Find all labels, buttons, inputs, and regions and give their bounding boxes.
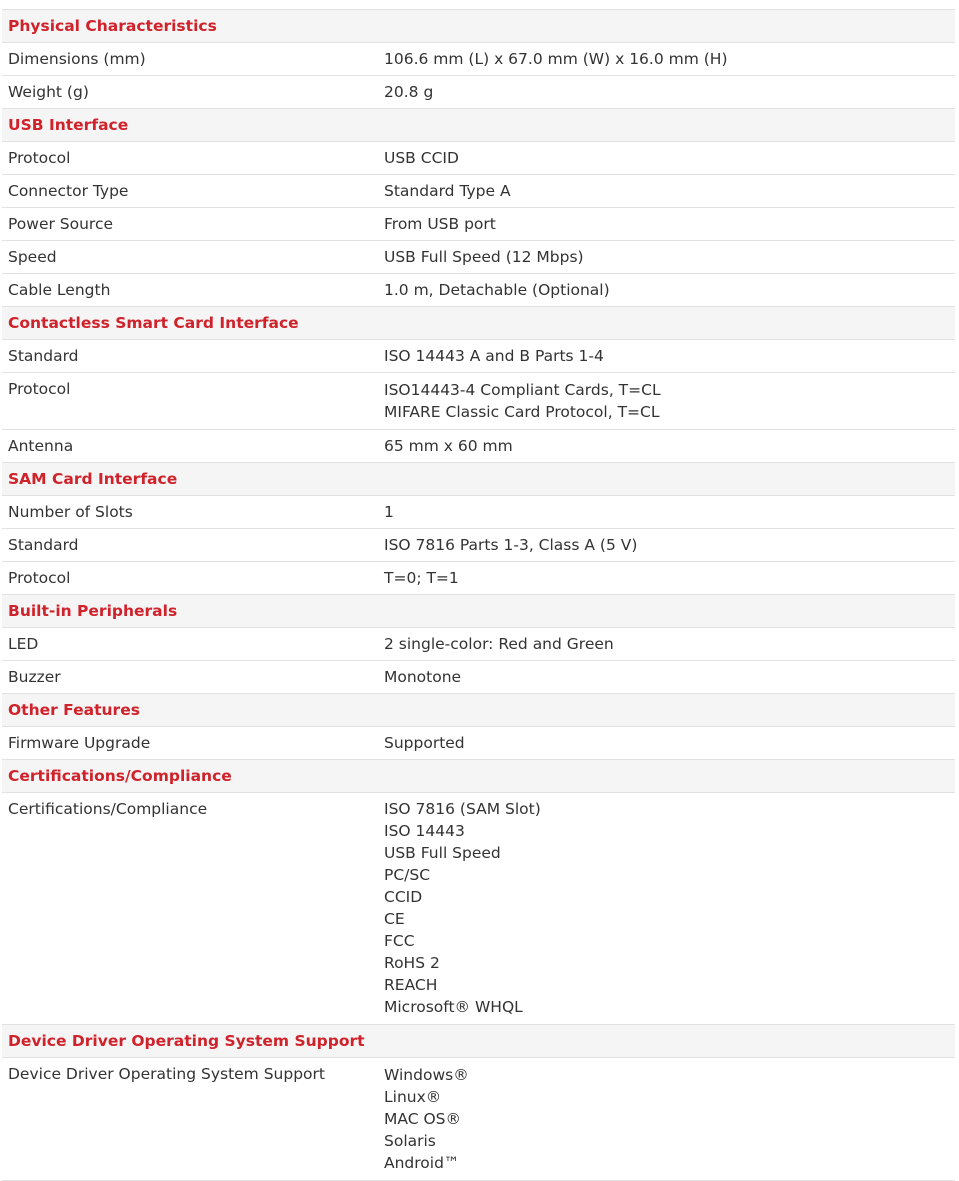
spec-table <box>2 9 955 1181</box>
spec-value <box>384 149 955 168</box>
section-title: Built-in Peripherals <box>8 601 178 620</box>
spec-value-line: RoHS 2 <box>384 954 440 972</box>
spec-label: Protocol <box>8 149 71 167</box>
spec-value-line: ISO 7816 (SAM Slot) <box>384 800 541 818</box>
spec-value-line: Standard Type A <box>384 182 511 200</box>
spec-value <box>384 347 955 366</box>
spec-value-line: Supported <box>384 733 465 752</box>
spec-row <box>2 1058 955 1181</box>
spec-value <box>384 734 955 753</box>
spec-label: Buzzer <box>8 667 61 686</box>
spec-value-line: ISO14443-4 Compliant Cards, T=CL <box>384 380 661 399</box>
spec-value <box>384 798 955 1018</box>
spec-row <box>2 793 955 1026</box>
spec-value-line: ISO 14443 A and B Parts 1-4 <box>384 347 604 365</box>
spec-value-line: CE <box>384 910 405 928</box>
spec-value-line: MIFARE Classic Card Protocol, T=CL <box>384 402 660 421</box>
section-title: Contactless Smart Card Interface <box>8 314 299 332</box>
spec-row <box>2 43 955 76</box>
spec-value-line: 20.8 g <box>384 83 434 101</box>
spec-value-line: T=0; T=1 <box>384 568 459 587</box>
spec-label: Protocol <box>8 380 71 398</box>
section-title: USB Interface <box>8 116 129 134</box>
section-header <box>2 1025 955 1058</box>
spec-value-line: Windows® <box>384 1065 469 1084</box>
spec-value <box>384 437 955 456</box>
spec-row <box>2 529 955 562</box>
spec-value-line: Monotone <box>384 667 462 686</box>
spec-value-line: Android™ <box>384 1153 460 1172</box>
spec-value-line: Microsoft® WHQL <box>384 998 523 1016</box>
section-title: Physical Characteristics <box>8 17 217 35</box>
spec-label: Standard <box>8 347 79 365</box>
spec-label: Cable Length <box>8 281 111 299</box>
spec-row <box>2 208 955 241</box>
section-header <box>2 10 955 43</box>
spec-row <box>2 274 955 307</box>
spec-value-line: PC/SC <box>384 866 431 884</box>
spec-label: Connector Type <box>8 182 129 200</box>
spec-value-line: REACH <box>384 976 438 994</box>
spec-value <box>384 668 955 687</box>
spec-value <box>384 182 955 201</box>
spec-row <box>2 727 955 760</box>
spec-value-line: Linux® <box>384 1087 442 1106</box>
spec-label: Dimensions (mm) <box>8 50 146 68</box>
spec-value-line: CCID <box>384 888 423 906</box>
section-title: SAM Card Interface <box>8 469 178 488</box>
section-header <box>2 109 955 142</box>
spec-label: Weight (g) <box>8 83 89 101</box>
section-header <box>2 595 955 628</box>
spec-value-line: MAC OS® <box>384 1109 461 1128</box>
spec-row <box>2 430 955 463</box>
spec-label: Speed <box>8 248 57 266</box>
section-header <box>2 463 955 496</box>
spec-value <box>384 50 955 69</box>
spec-row <box>2 496 955 529</box>
spec-row <box>2 175 955 208</box>
spec-label: Protocol <box>8 568 71 587</box>
spec-value-line: Solaris <box>384 1131 436 1150</box>
spec-row <box>2 562 955 595</box>
spec-value-line: USB CCID <box>384 149 459 167</box>
spec-value-line: 2 single-color: Red and Green <box>384 634 614 653</box>
spec-label: Antenna <box>8 436 74 455</box>
spec-value-line: 106.6 mm (L) x 67.0 mm (W) x 16.0 mm (H) <box>384 50 728 68</box>
section-title: Other Features <box>8 700 140 719</box>
spec-value <box>384 1064 955 1174</box>
spec-row <box>2 628 955 661</box>
spec-value <box>384 83 955 102</box>
spec-label: Device Driver Operating System Support <box>8 1065 325 1083</box>
spec-label: Standard <box>8 535 79 554</box>
section-header <box>2 694 955 727</box>
spec-label: Power Source <box>8 215 114 233</box>
spec-value-line: 1.0 m, Detachable (Optional) <box>384 281 610 299</box>
section-header <box>2 307 955 340</box>
spec-value <box>384 281 955 300</box>
spec-row <box>2 373 955 430</box>
spec-value-line: ISO 7816 Parts 1-3, Class A (5 V) <box>384 535 638 554</box>
spec-value <box>384 503 955 522</box>
spec-label: Firmware Upgrade <box>8 733 151 752</box>
section-title: Certifications/Compliance <box>8 766 232 785</box>
spec-row <box>2 340 955 373</box>
spec-value-line: 1 <box>384 502 394 521</box>
spec-value-line: 65 mm x 60 mm <box>384 436 513 455</box>
spec-label: Number of Slots <box>8 502 133 521</box>
spec-row <box>2 241 955 274</box>
spec-value-line: ISO 14443 <box>384 822 465 840</box>
spec-value-line: FCC <box>384 932 415 950</box>
spec-label: Certifications/Compliance <box>8 799 208 818</box>
spec-row <box>2 661 955 694</box>
spec-value <box>384 536 955 555</box>
spec-value-line: USB Full Speed <box>384 844 501 862</box>
spec-value-line: USB Full Speed (12 Mbps) <box>384 248 584 266</box>
spec-value-line: From USB port <box>384 215 496 233</box>
spec-value <box>384 569 955 588</box>
spec-row <box>2 142 955 175</box>
section-title: Device Driver Operating System Support <box>8 1032 365 1050</box>
spec-row <box>2 76 955 109</box>
section-header <box>2 760 955 793</box>
spec-value <box>384 379 955 423</box>
spec-value <box>384 248 955 267</box>
spec-label: LED <box>8 634 39 653</box>
spec-value <box>384 215 955 234</box>
spec-value <box>384 635 955 654</box>
